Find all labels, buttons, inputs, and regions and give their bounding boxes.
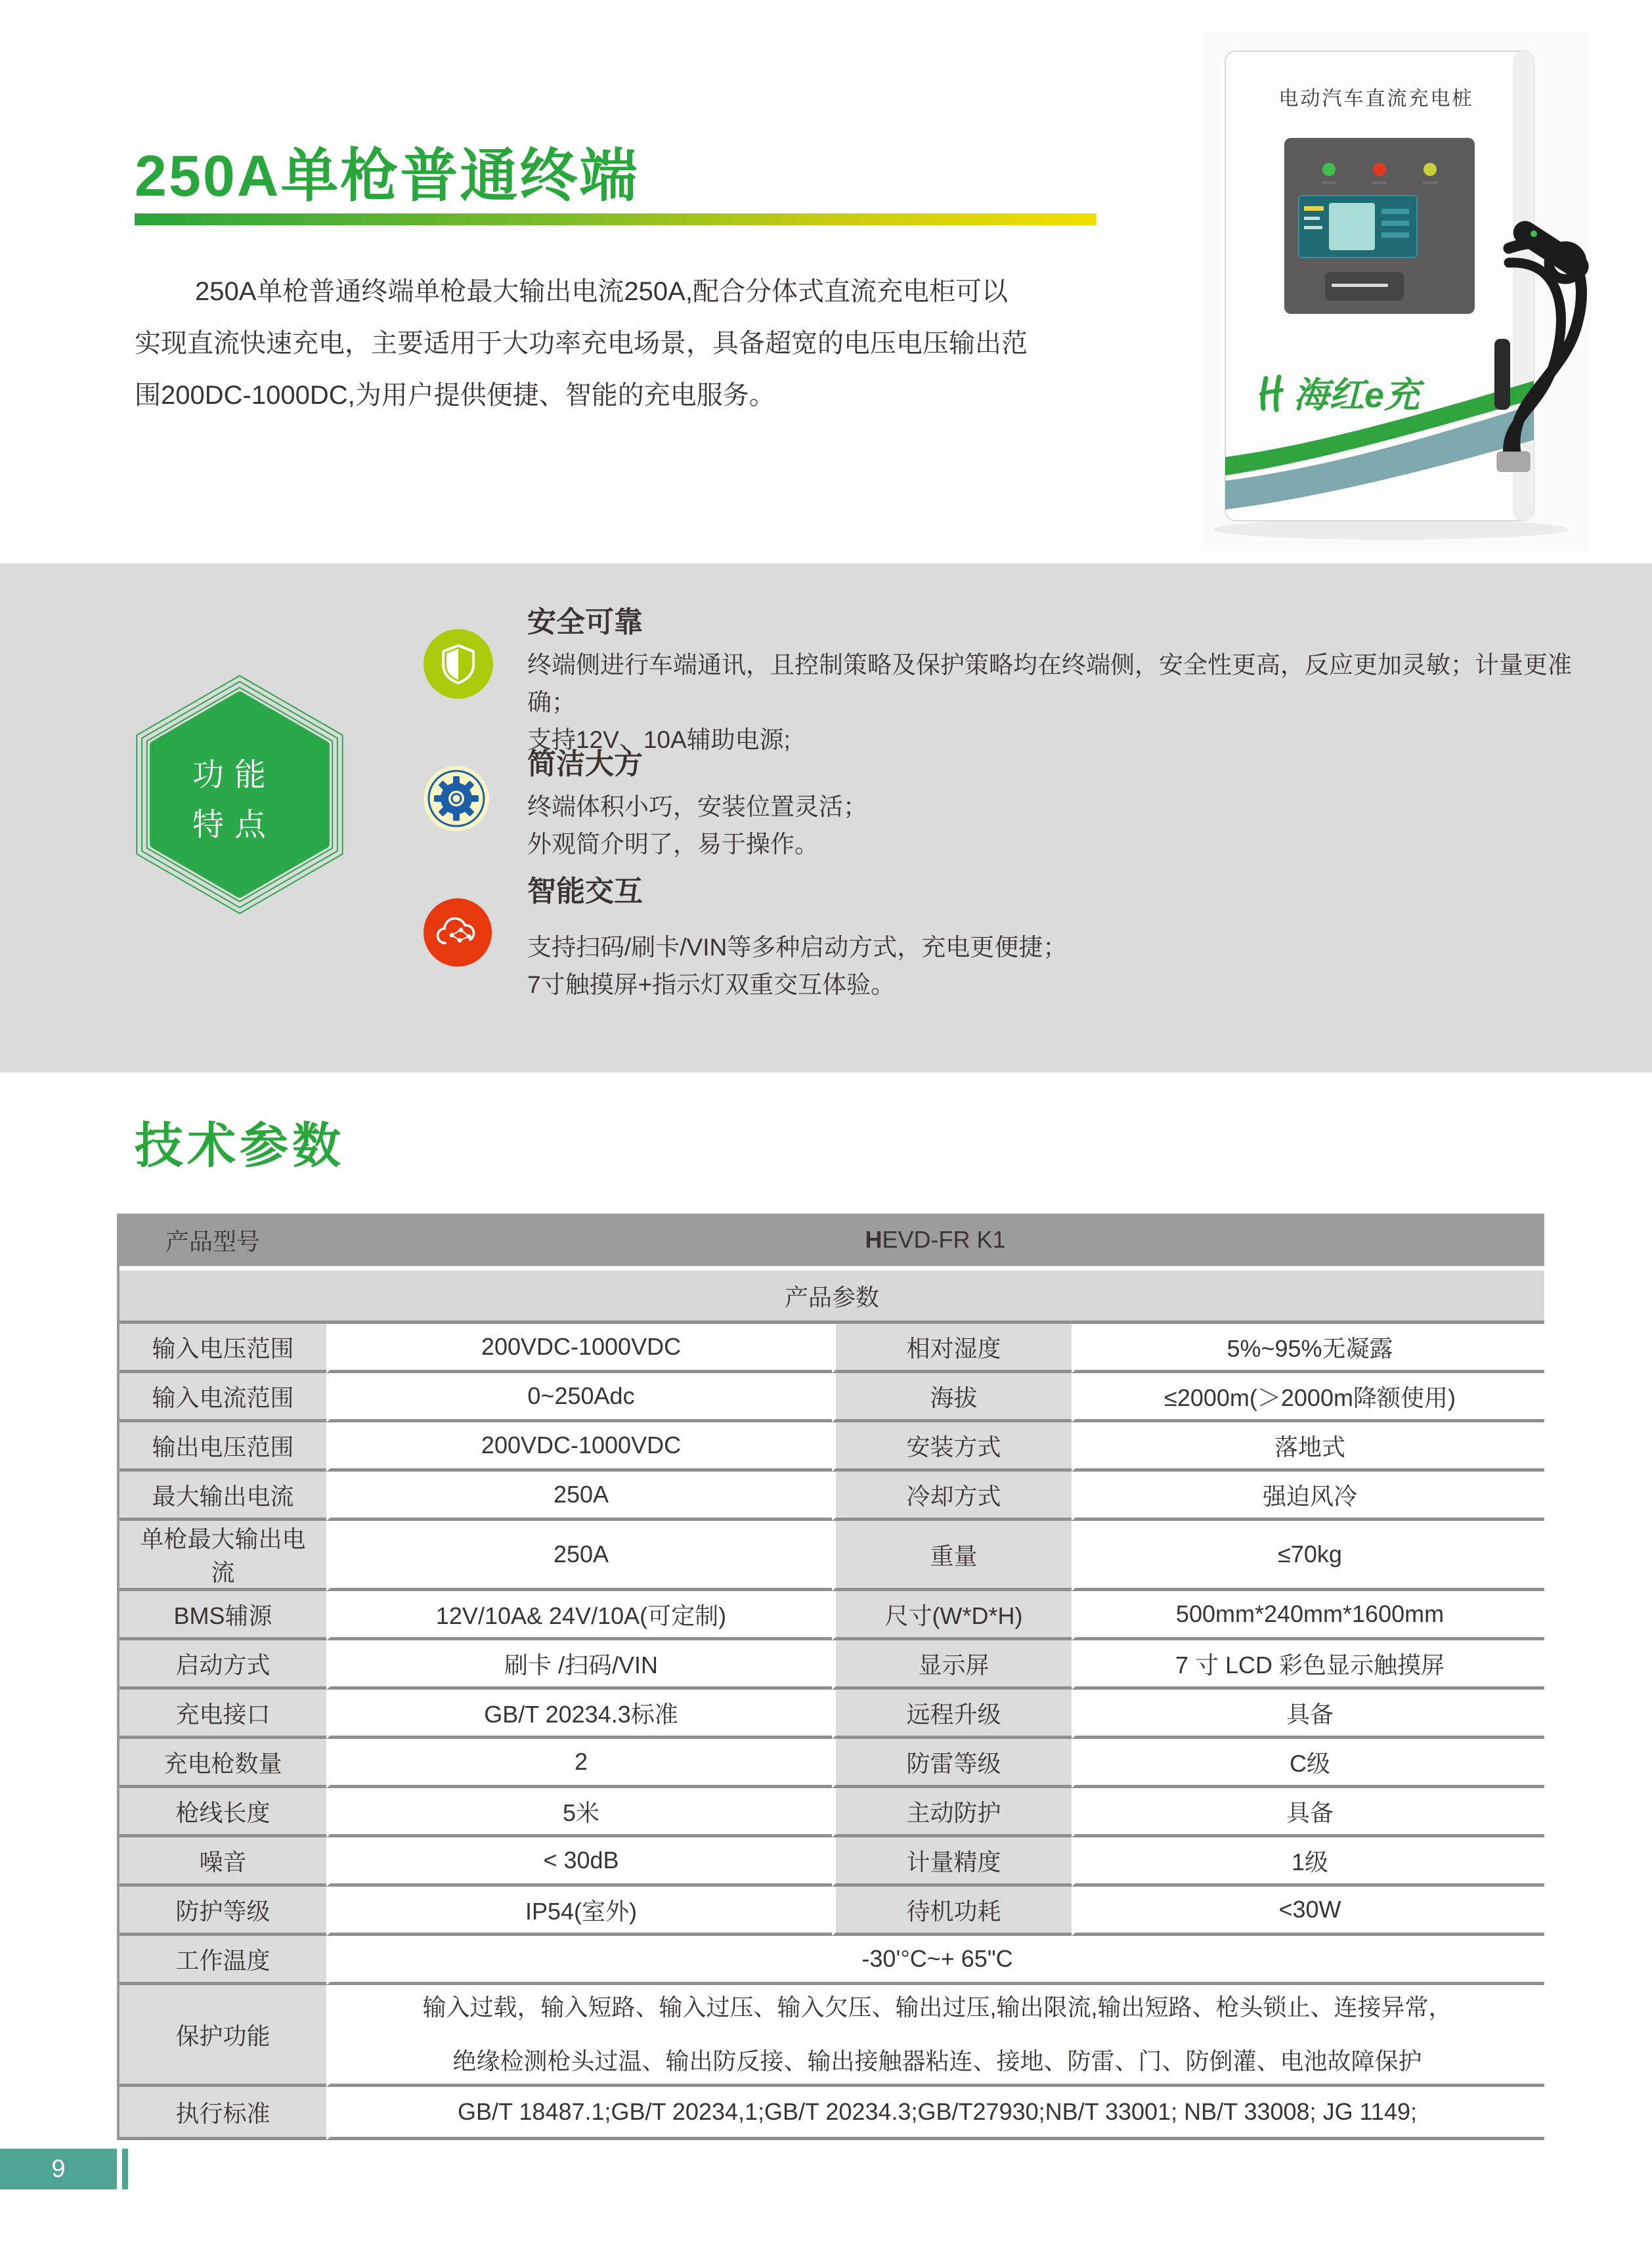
feature-title: 简洁大方 bbox=[527, 748, 643, 780]
feature-title: 智能交互 bbox=[527, 875, 643, 908]
intro-line: 250A单枪普通终端单枪最大输出电流250A,配合分体式直流充电柜可以 bbox=[195, 277, 1008, 306]
spec-label: 防护等级 bbox=[120, 1887, 326, 1936]
table-row-working-temp bbox=[120, 1936, 1544, 1985]
spec-label: 充电接口 bbox=[120, 1690, 326, 1739]
page-title: 250A单枪普通终端 bbox=[135, 143, 640, 208]
feature-line: 终端体积小巧，安装位置灵活； bbox=[527, 793, 867, 820]
page-number-accent-bar bbox=[122, 2149, 128, 2189]
badge-text-line2: 特点 bbox=[192, 808, 277, 843]
spec-value: 刷卡 /扫码/VIN bbox=[326, 1640, 832, 1690]
feature-line: 7寸触摸屏+指示灯双重交互体验。 bbox=[527, 971, 896, 998]
spec-value: C级 bbox=[1072, 1739, 1544, 1788]
spec-label: 海拔 bbox=[832, 1373, 1072, 1422]
spec-label: 计量精度 bbox=[832, 1837, 1072, 1887]
spec-value: <30W bbox=[1072, 1887, 1544, 1936]
spec-value: 0~250Adc bbox=[326, 1373, 832, 1422]
spec-label: 安装方式 bbox=[832, 1422, 1072, 1472]
spec-label: 尺寸(W*D*H) bbox=[832, 1591, 1072, 1640]
table-row bbox=[120, 1521, 1544, 1591]
feature-line: 支持扫码/刷卡/VIN等多种启动方式，充电更便捷； bbox=[527, 934, 1068, 961]
spec-label: 输入电压范围 bbox=[120, 1324, 326, 1373]
spec-label: 相对湿度 bbox=[832, 1324, 1072, 1373]
hexagon-badge-icon bbox=[115, 670, 364, 919]
table-row bbox=[120, 1472, 1544, 1521]
spec-value: 具备 bbox=[1072, 1788, 1544, 1837]
spec-label: 主动防护 bbox=[832, 1788, 1072, 1837]
spec-label: 显示屏 bbox=[832, 1640, 1072, 1690]
spec-value: 200VDC-1000VDC bbox=[326, 1422, 832, 1472]
table-row-params-header bbox=[120, 1271, 1544, 1324]
table-row bbox=[120, 1690, 1544, 1739]
spec-value: < 30dB bbox=[326, 1837, 832, 1887]
table-row bbox=[120, 1591, 1544, 1640]
spec-value: 200VDC-1000VDC bbox=[326, 1324, 832, 1373]
spec-label: 单枪最大输出电流 bbox=[120, 1521, 326, 1591]
feature-line: 外观简介明了，易于操作。 bbox=[527, 831, 819, 858]
spec-label: 输出电压范围 bbox=[120, 1422, 326, 1472]
spec-value: GB/T 18487.1;GB/T 20234,1;GB/T 20234.3;GB/T27930;NB/T 33001; NB/T 33008; JG 1149; bbox=[326, 2087, 1544, 2140]
spec-label: 输入电流范围 bbox=[120, 1373, 326, 1422]
table-row bbox=[120, 1324, 1544, 1373]
spec-label: 冷却方式 bbox=[832, 1472, 1072, 1521]
feature-item-safety bbox=[424, 604, 1579, 758]
intro-line: 实现直流快速充电，主要适用于大功率充电场景，具备超宽的电压电压输出范 bbox=[135, 329, 1028, 358]
spec-value: 落地式 bbox=[1072, 1422, 1544, 1472]
spec-label: 待机功耗 bbox=[832, 1887, 1072, 1936]
led-yellow bbox=[1424, 163, 1437, 176]
page-number: 9 bbox=[51, 2155, 66, 2183]
spec-value: GB/T 20234.3标准 bbox=[326, 1690, 832, 1739]
table-row-protection bbox=[120, 1985, 1544, 2087]
spec-value: 7 寸 LCD 彩色显示触摸屏 bbox=[1072, 1640, 1544, 1690]
table-row-model bbox=[120, 1214, 1544, 1271]
spec-value: 250A bbox=[326, 1472, 832, 1521]
cable-connector bbox=[1497, 452, 1530, 471]
door-handle bbox=[1494, 339, 1510, 410]
spec-label: 远程升级 bbox=[832, 1690, 1072, 1739]
spec-value: 强迫风冷 bbox=[1072, 1472, 1544, 1521]
spec-label: 防雷等级 bbox=[832, 1739, 1072, 1788]
feature-item-design bbox=[424, 746, 1579, 863]
spec-value: ≤70kg bbox=[1072, 1521, 1544, 1591]
shield-icon bbox=[424, 629, 493, 699]
feature-line: 终端侧进行车端通讯，且控制策略及保护策略均在终端侧，安全性更高，反应更加灵敏；计量更准确； bbox=[527, 651, 1572, 716]
intro-line: 围200DC-1000DC,为用户提供便捷、智能的充电服务。 bbox=[135, 381, 775, 410]
spec-table-container bbox=[117, 1214, 1542, 2140]
table-row bbox=[120, 1837, 1544, 1887]
spec-value: 2 bbox=[326, 1739, 832, 1788]
model-value: HEVD-FR K1 bbox=[326, 1214, 1544, 1271]
page-number-badge bbox=[0, 2149, 117, 2189]
spec-table bbox=[117, 1214, 1544, 2140]
cloud-network-icon bbox=[424, 898, 492, 967]
spec-label: 枪线长度 bbox=[120, 1788, 326, 1837]
features-badge bbox=[115, 670, 364, 919]
spec-label: 噪音 bbox=[120, 1837, 326, 1887]
spec-value: 12V/10A& 24V/10A(可定制) bbox=[326, 1591, 832, 1640]
spec-value: -30'°C~+ 65"C bbox=[326, 1936, 1544, 1985]
table-row bbox=[120, 1739, 1544, 1788]
charger-illustration bbox=[1200, 32, 1590, 552]
product-photo bbox=[1200, 32, 1590, 552]
spec-value bbox=[326, 1985, 1544, 2087]
feature-title: 安全可靠 bbox=[527, 606, 643, 638]
spec-label: 重量 bbox=[832, 1521, 1072, 1591]
charger-top-label: 电动汽车直流充电桩 bbox=[1278, 88, 1474, 110]
badge-text-line1: 功能 bbox=[192, 758, 277, 793]
title-underline-gradient bbox=[135, 213, 1097, 225]
table-row bbox=[120, 1422, 1544, 1472]
led-red bbox=[1373, 163, 1386, 176]
spec-value: 500mm*240mm*1600mm bbox=[1072, 1591, 1544, 1640]
specs-section-title: 技术参数 bbox=[135, 1118, 345, 1173]
params-header: 产品参数 bbox=[120, 1271, 1544, 1324]
charger-panel bbox=[1284, 138, 1475, 314]
spec-value: ≤2000m(＞2000m降额使用) bbox=[1072, 1373, 1544, 1422]
spec-value: 250A bbox=[326, 1521, 832, 1591]
table-row bbox=[120, 1788, 1544, 1837]
feature-line: 支持12V、10A辅助电源; bbox=[527, 726, 791, 753]
features-section bbox=[0, 563, 1652, 1072]
led-green bbox=[1322, 163, 1336, 176]
model-label: 产品型号 bbox=[120, 1214, 326, 1271]
spec-label: 最大输出电流 bbox=[120, 1472, 326, 1521]
feature-item-interaction bbox=[424, 873, 1579, 1003]
spec-value: 1级 bbox=[1072, 1837, 1544, 1887]
spec-label: 启动方式 bbox=[120, 1640, 326, 1690]
spec-label: BMS辅源 bbox=[120, 1591, 326, 1640]
spec-value: 5米 bbox=[326, 1788, 832, 1837]
spec-label: 执行标准 bbox=[120, 2087, 326, 2140]
spec-value: 5%~95%无凝露 bbox=[1072, 1324, 1544, 1373]
table-row bbox=[120, 1373, 1544, 1422]
gear-icon bbox=[424, 766, 489, 831]
intro-paragraph bbox=[135, 266, 1028, 422]
table-row bbox=[120, 1640, 1544, 1690]
spec-value: IP54(室外) bbox=[326, 1887, 832, 1936]
table-row-standards bbox=[120, 2087, 1544, 2140]
table-row bbox=[120, 1887, 1544, 1936]
spec-value: 具备 bbox=[1072, 1690, 1544, 1739]
spec-label: 充电枪数量 bbox=[120, 1739, 326, 1788]
spec-label: 保护功能 bbox=[120, 1985, 326, 2087]
protection-line: 输入过载，输入短路、输入过压、输入欠压、输出过压,输出限流,输出短路、枪头锁止、连接异常， bbox=[422, 1994, 1452, 2021]
protection-line: 绝缘检测枪头过温、输出防反接、输出接触器粘连、接地、防雷、门、防倒灌、电池故障保护 bbox=[452, 2048, 1422, 2074]
brand-text: 海红e充 bbox=[1293, 376, 1420, 415]
spec-label: 工作温度 bbox=[120, 1936, 326, 1985]
